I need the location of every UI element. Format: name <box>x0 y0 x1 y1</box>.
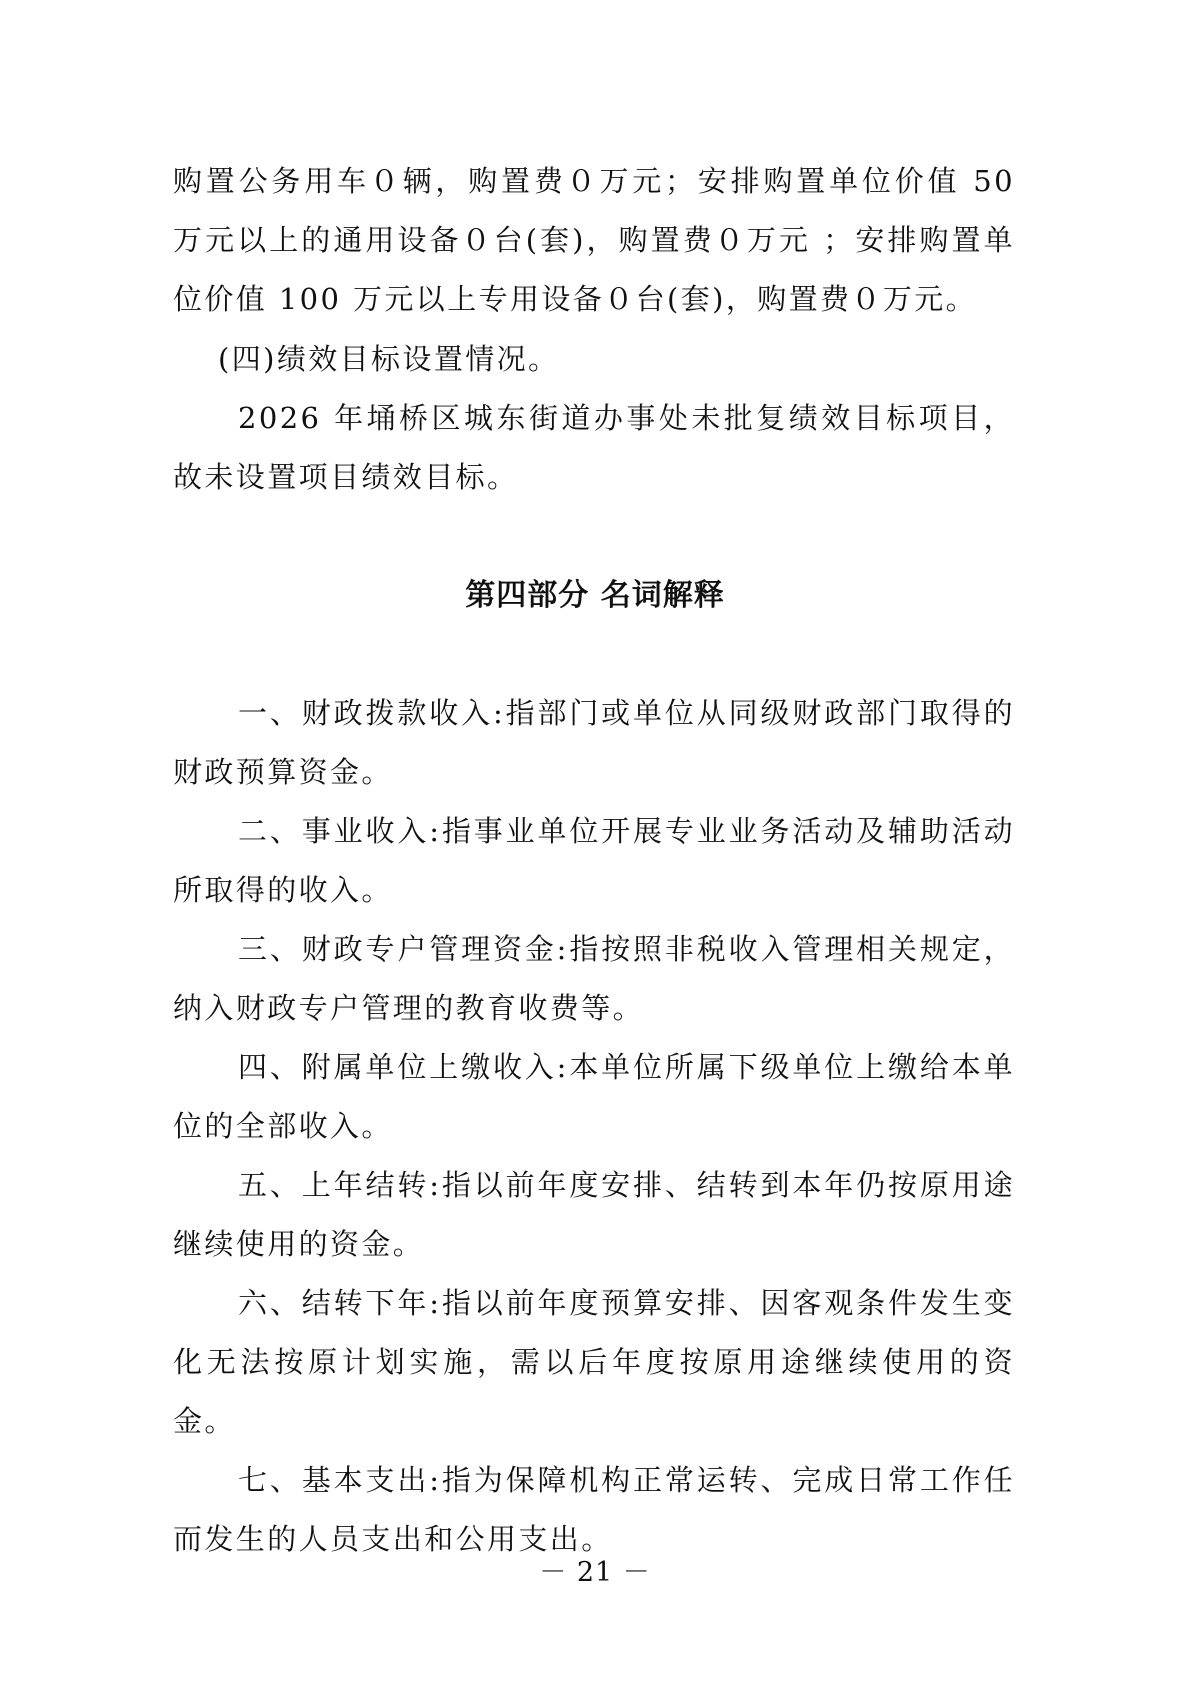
page-number: － 21 － <box>539 1557 651 1588</box>
term-item: 二、事业收入:指事业单位开展专业业务活动及辅助活动所取得的收入。 <box>173 814 1015 907</box>
term-item: 四、附属单位上缴收入:本单位所属下级单位上缴给本单位的全部收入。 <box>173 1050 1015 1143</box>
paragraph-vehicle-equipment: 购置公务用车０辆，购置费０万元；安排购置单位价值 50 万元以上的通用设备０台(套)，购置费０万元 ；安排购置单位价值 100 万元以上专用设备０台(套)，购置费０万元。 <box>173 164 1015 316</box>
term-item: 一、财政拨款收入:指部门或单位从同级财政部门取得的财政预算资金。 <box>173 696 1015 789</box>
term-item: 五、上年结转:指以前年度安排、结转到本年仍按原用途继续使用的资金。 <box>173 1168 1015 1261</box>
term-item: 三、财政专户管理资金:指按照非税收入管理相关规定，纳入财政专户管理的教育收费等。 <box>173 932 1015 1025</box>
term-item: 六、结转下年:指以前年度预算安排、因客观条件发生变化无法按原计划实施，需以后年度按原用途继续使用的资金。 <box>173 1286 1015 1438</box>
terms-list <box>173 684 1015 1569</box>
paragraph-performance-detail: 2026 年埇桥区城东街道办事处未批复绩效目标项目，故未设置项目绩效目标。 <box>173 401 1015 494</box>
term-item: 七、基本支出:指为保障机构正常运转、完成日常工作任而发生的人员支出和公用支出。 <box>173 1463 1015 1556</box>
section-heading: 第四部分 名词解释 <box>465 578 725 613</box>
paragraph-performance-heading: (四)绩效目标设置情况。 <box>218 342 560 376</box>
